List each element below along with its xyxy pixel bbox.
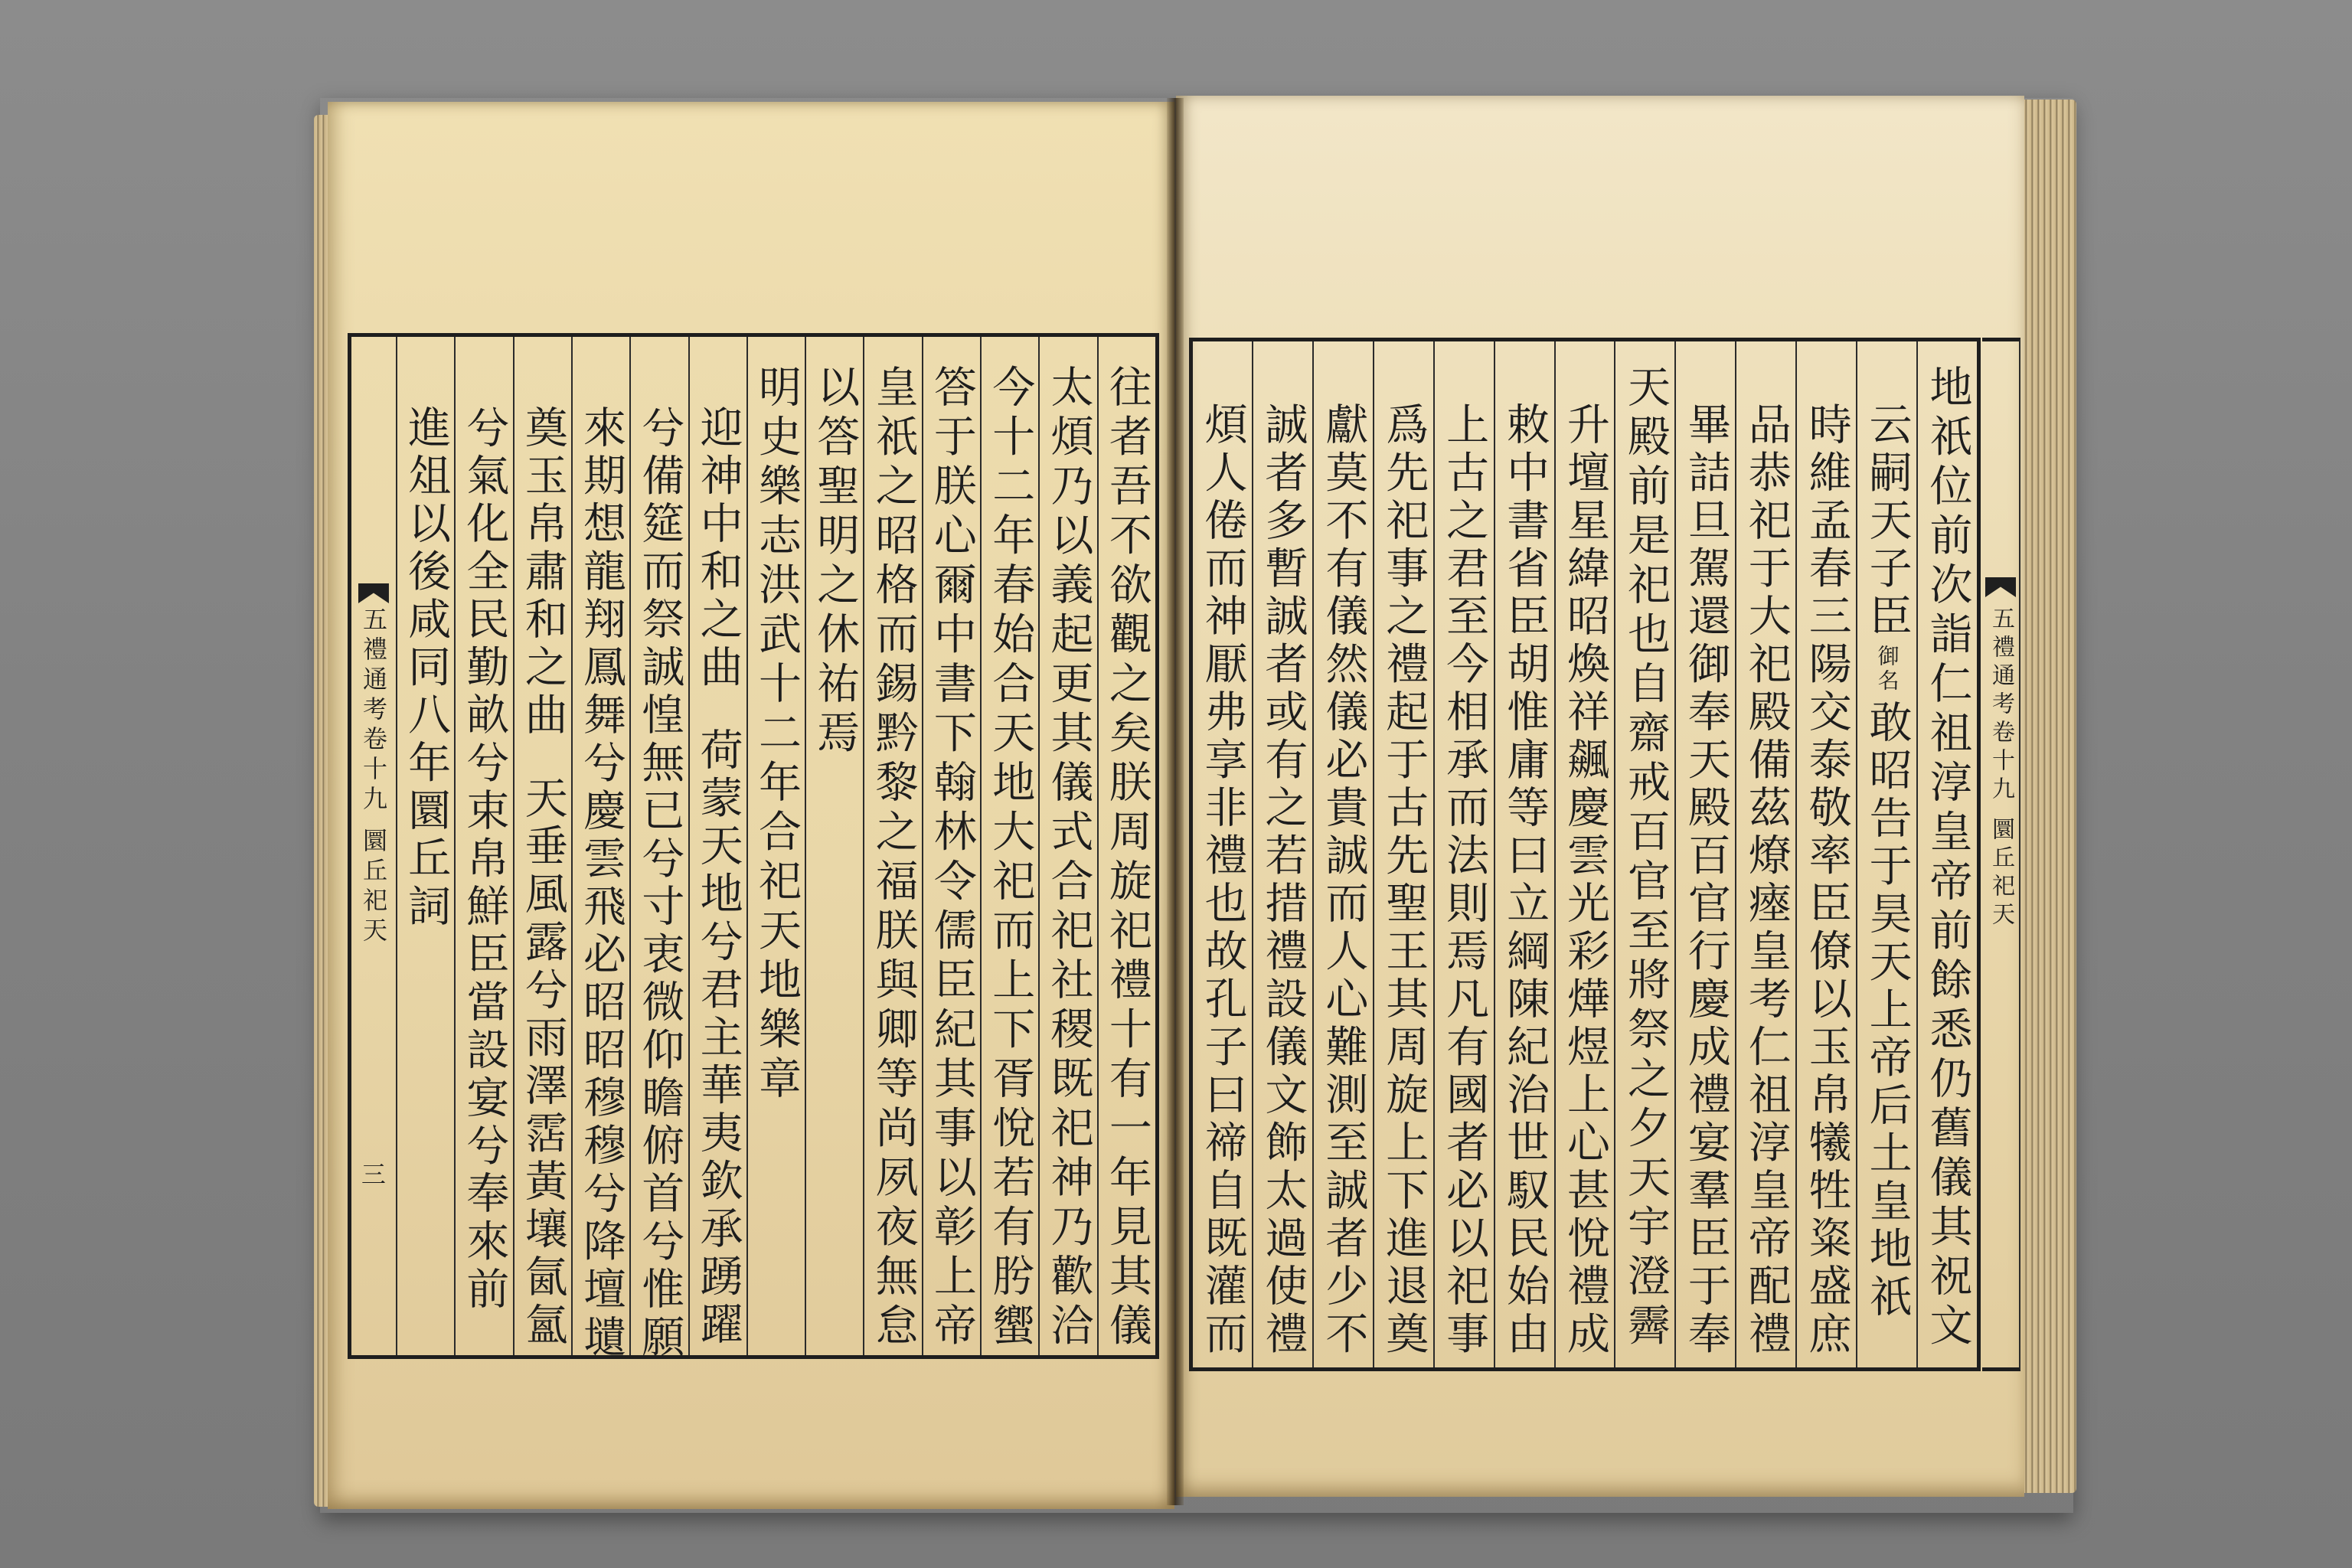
column-text: 往者吾不欲觀之矣朕周旋祀禮十有一年見其儀	[1102, 364, 1152, 1352]
column-text: 皇祇之昭格而錫黔黎之福朕與卿等尚夙夜無怠	[868, 364, 919, 1352]
margin-section: 圜丘祀天	[1988, 817, 2014, 930]
text-column	[863, 337, 921, 1355]
column-text: 進俎以後咸同八年圜丘詞	[401, 405, 452, 932]
column-text: 太煩乃以義起更其儀式合祀社稷既祀神乃歡洽	[1044, 364, 1094, 1352]
song-lyrics: 來期想龍翔鳳舞兮慶雲飛必昭昭穆穆兮降壇壝	[577, 405, 627, 1362]
margin-book-title: 五禮通考卷十九	[358, 606, 388, 815]
text-column	[454, 337, 512, 1355]
margin-page-number: 三	[361, 1160, 386, 1189]
text-column	[1097, 337, 1155, 1355]
column-text: 敕中書省臣胡惟庸等曰立綱陳紀治世馭民始由	[1500, 402, 1550, 1359]
song-title: 奠玉帛肅和之曲	[518, 405, 568, 740]
text-column	[1735, 341, 1795, 1367]
text-column	[1916, 341, 1977, 1367]
text-column	[1795, 341, 1856, 1367]
column-text: 上古之君至今相承而法則焉凡有國者必以祀事	[1439, 402, 1490, 1359]
song-title: 迎神中和之曲	[693, 405, 743, 692]
right-page-edges	[2021, 100, 2076, 1493]
song-lyrics: 兮氣化全民勤畝兮束帛鮮臣當設宴兮奉來前	[459, 405, 510, 1315]
margin-section: 圜丘祀天	[358, 828, 388, 947]
column-text: 以答聖明之休祐焉	[810, 364, 861, 760]
fishtail-mark	[1985, 577, 2016, 597]
song-lyrics: 兮備筵而祭誠惶無已兮寸衷微仰瞻俯首兮惟願	[635, 405, 685, 1362]
column-text: 時維孟春三陽交泰敬率臣僚以玉帛犧牲粢盛庶	[1802, 402, 1852, 1359]
column-text: 煩人倦而神厭弗享非禮也故孔子曰禘自既灌而	[1197, 402, 1248, 1359]
column-text: 爲先祀事之禮起于古先聖王其周旋上下進退奠	[1379, 402, 1429, 1359]
text-column	[629, 337, 688, 1362]
text-column	[922, 337, 980, 1355]
column-text: 地祇位前次詣仁祖淳皇帝前餘悉仍舊儀其祝文	[1922, 364, 1973, 1352]
text-column	[1554, 341, 1615, 1367]
column-text: 品恭祀于大祀殿備茲燎瘞皇考仁祖淳皇帝配禮	[1741, 402, 1792, 1359]
text-column	[688, 337, 746, 1355]
text-column	[1433, 341, 1494, 1367]
column-text: 今十二年春始合天地大祀而上下胥悅若有肹蠁	[985, 364, 1036, 1352]
text-column	[1373, 341, 1433, 1367]
column-text: 畢詰旦駕還御奉天殿百官行慶成禮宴羣臣于奉	[1681, 402, 1731, 1359]
text-column	[1312, 341, 1373, 1367]
fishtail-mark	[358, 583, 389, 603]
left-page-margin	[351, 337, 396, 1355]
text-column	[1193, 341, 1252, 1367]
text-column	[1494, 341, 1554, 1367]
interlinear-note: 御名	[1874, 644, 1900, 694]
column-text: 敢昭告于昊天上帝后土皇地祇	[1862, 699, 1913, 1321]
column-text: 升壇星緯昭煥祥飆慶雲光彩燁煜上心甚悅禮成	[1560, 402, 1611, 1359]
column-text: 天殿前是祀也自齋戒百官至將祭之夕天宇澄霽	[1620, 364, 1671, 1352]
text-column	[513, 337, 571, 1355]
margin-title-block	[351, 606, 396, 947]
left-page-frame	[348, 333, 1159, 1362]
text-column	[1252, 341, 1312, 1367]
column-text: 獻莫不有儀然儀必貴誠而人心難測至誠者少不	[1318, 402, 1369, 1359]
column-text: 誠者多暫誠者或有之若措禮設儀文飾太過使禮	[1258, 402, 1308, 1359]
book-spine-crease	[1167, 98, 1184, 1505]
song-lyrics: 荷蒙天地兮君主華夷欽承踴躍	[693, 727, 743, 1350]
margin-title-block	[1982, 606, 2019, 930]
text-column	[980, 337, 1038, 1355]
text-column	[746, 337, 805, 1355]
column-text: 云嗣天子臣	[1862, 402, 1913, 642]
text-column	[571, 337, 629, 1362]
right-page-margin	[1982, 338, 2020, 1371]
text-column	[1674, 341, 1735, 1367]
text-column	[805, 337, 863, 1355]
text-column	[1038, 337, 1096, 1355]
right-page-frame	[1189, 338, 1981, 1371]
song-lyrics: 天垂風露兮雨澤霑黃壤氤氳	[518, 775, 568, 1350]
text-column	[1856, 341, 1916, 1367]
section-heading: 明史樂志洪武十二年合祀天地樂章	[751, 364, 802, 1106]
column-text: 答于朕心爾中書下翰林令儒臣紀其事以彰上帝	[926, 364, 977, 1352]
text-column	[1614, 341, 1674, 1367]
margin-book-title: 五禮通考卷十九	[1988, 606, 2014, 805]
text-column	[396, 337, 454, 1355]
